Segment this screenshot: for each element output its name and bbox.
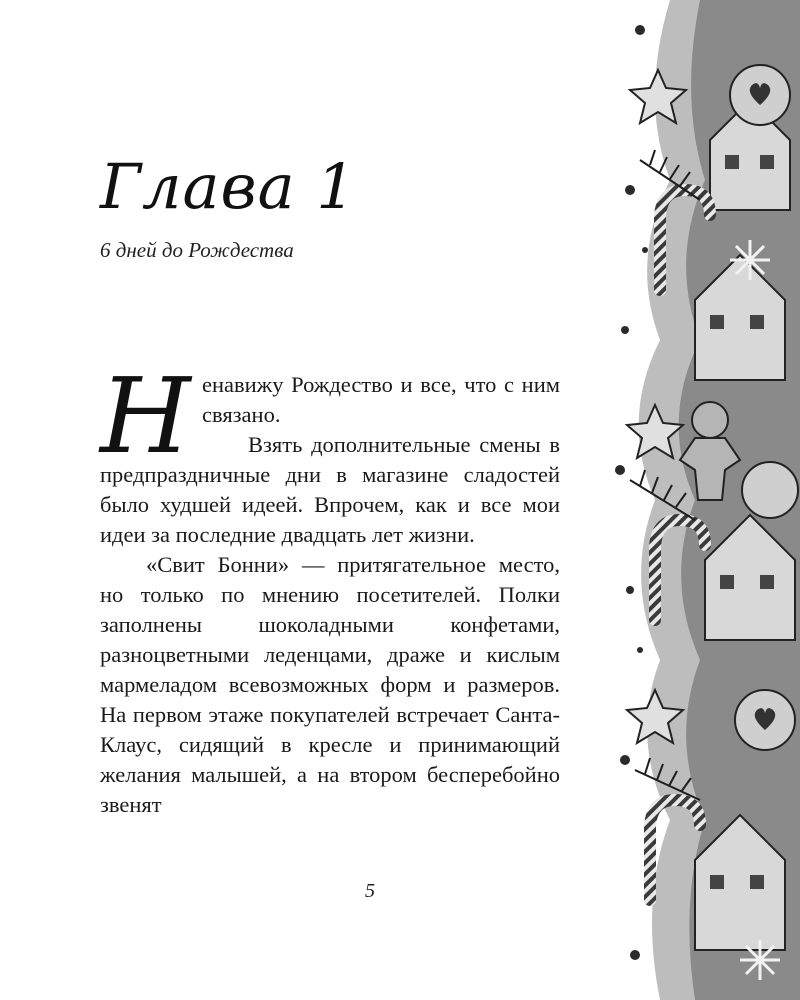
paragraph-2: Взять дополнительные смены в предпраздничные дни в магазине сладостей было худшей идеей. Впрочем, как и все мои идеи за последние двадцать лет жизни.	[100, 432, 560, 547]
page-number: 5	[365, 880, 375, 902]
paragraph-1-text: енавижу Рождество и все, что с ним связано.	[202, 372, 560, 427]
paragraph-1	[100, 355, 560, 477]
chapter-text	[100, 355, 560, 820]
christmas-sweets-border-icon	[600, 0, 800, 1000]
chapter-title: Глава 1	[100, 150, 357, 223]
chapter-subtitle: 6 дней до Рождества	[100, 238, 294, 262]
paragraph-3: «Свит Бонни» — притягательное место, но только по мнению посетителей. Полки заполнены шоколадными конфетами, разноцветными леденцами, драже и кислым мармеладом всевозможных форм и размеров. На первом этаже покупателей встречает Санта-Клаус, сидящий в кресле и принимающий желания малышей, а на втором бесперебойно звенят	[100, 552, 560, 817]
drop-cap: Н	[100, 355, 191, 477]
